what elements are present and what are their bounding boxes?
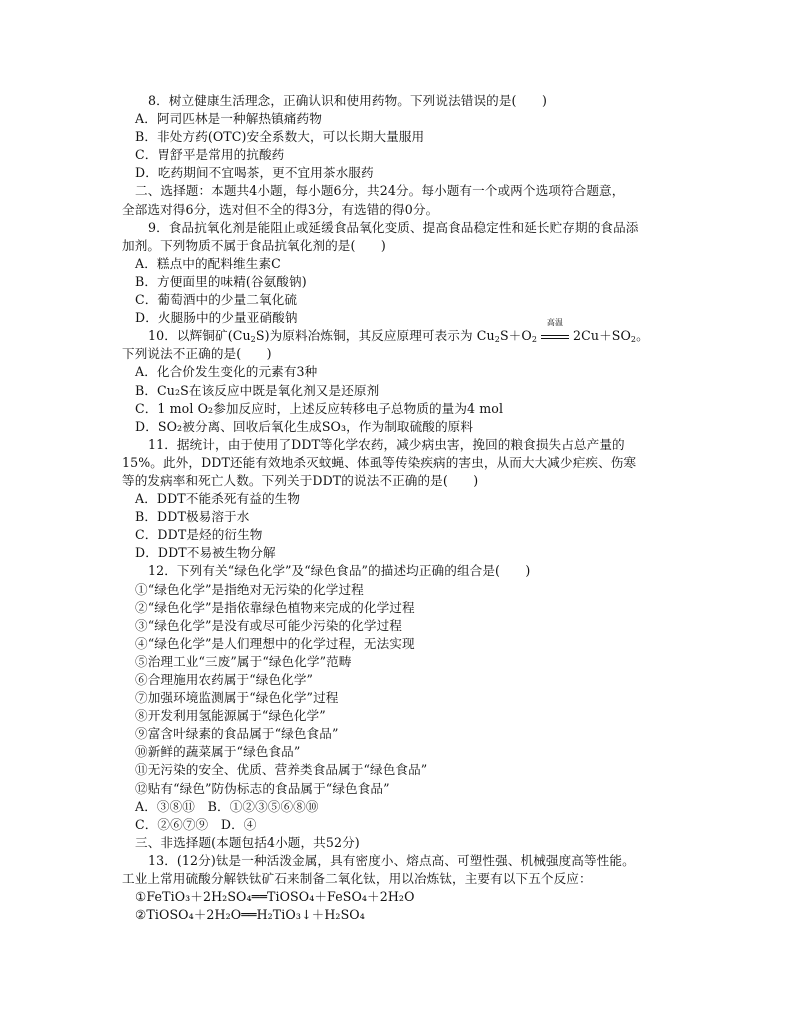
question-13-stem: 13．(12分)钛是一种活泼金属，具有密度小、熔点高、可塑性强、机械强度高等性能。 [148, 852, 635, 868]
statement-11: ⑪无污染的安全、优质、营养类食品属于“绿色食品” [135, 762, 428, 778]
option-10a: A．化合价发生变化的元素有3种 [135, 364, 318, 380]
question-11-stem-cont-2: 等的发病率和死亡人数。下列关于DDT的说法不正确的是( ) [122, 472, 479, 488]
q10-prefix: 10．以辉铜矿(Cu [148, 328, 251, 344]
q10-mid2: S＋O [499, 328, 532, 344]
section-3-heading: 三、非选择题(本题包括4小题，共52分) [135, 834, 360, 850]
reaction-2: ②TiOSO₄＋2H₂O══H₂TiO₃↓＋H₂SO₄ [135, 907, 365, 923]
document-page [122, 92, 678, 924]
option-9a: A．糕点中的配料维生素C [135, 255, 281, 271]
statement-4: ④“绿色化学”是人们理想中的化学过程，无法实现 [135, 635, 415, 651]
statement-5: ⑤治理工业“三废”属于“绿色化学”范畴 [135, 653, 352, 669]
option-10d: D．SO₂被分离、回收后氧化生成SO₃，作为制取硫酸的原料 [135, 418, 474, 434]
q10-mid: S)为原料冶炼铜，其反应原理可表示为 Cu [255, 328, 495, 344]
statement-1: ①“绿色化学”是指绝对无污染的化学过程 [135, 581, 364, 597]
options-12-cd: C．②⑥⑦⑨ D．④ [135, 816, 257, 832]
option-11a: A．DDT不能杀死有益的生物 [135, 491, 301, 507]
option-11b: B．DDT极易溶于水 [135, 509, 250, 525]
option-9b: B．方便面里的味精(谷氨酸钠) [135, 273, 307, 289]
question-10-stem-cont: 下列说法不正确的是( ) [122, 346, 272, 362]
options-12-ab: A．③⑧⑪ B．①②③⑤⑥⑧⑩ [135, 798, 319, 814]
option-10b: B．Cu₂S在该反应中既是氧化剂又是还原剂 [135, 382, 380, 398]
reaction-1: ①FeTiO₃＋2H₂SO₄══TiOSO₄＋FeSO₄＋2H₂O [135, 889, 415, 905]
q10-sub-4: 2 [630, 335, 637, 345]
question-13-stem-cont: 工业上常用硫酸分解铁钛矿石来制备二氧化钛，用以冶炼钛，主要有以下五个反应： [122, 871, 592, 887]
reaction-arrow [541, 318, 569, 345]
statement-6: ⑥合理施用农药属于“绿色化学” [135, 672, 314, 687]
statement-10: ⑩新鲜的蔬菜属于“绿色食品” [135, 744, 301, 760]
statement-7: ⑦加强环境监测属于“绿色化学”过程 [135, 690, 339, 706]
question-11-stem-cont-1: 15%。此外，DDT还能有效地杀灭蚊蝇、体虱等传染疾病的害虫，从而大大减少疟疾、伤寒 [122, 454, 637, 470]
reaction-condition: 高温 [546, 318, 564, 328]
question-11-stem: 11．据统计，由于使用了DDT等化学农药，减少病虫害，挽回的粮食损失占总产量的 [148, 436, 625, 452]
q10-sub-2: 2 [494, 335, 500, 345]
option-11c: C．DDT是烃的衍生物 [135, 527, 263, 543]
question-8-stem: 8．树立健康生活理念，正确认识和使用药物。下列说法错误的是( ) [148, 93, 547, 108]
option-9c: C．葡萄酒中的少量二氧化硫 [135, 292, 298, 308]
option-11d: D．DDT不易被生物分解 [135, 545, 276, 561]
option-8b: B．非处方药(OTC)安全系数大，可以长期大量服用 [135, 129, 425, 145]
option-9d: D．火腿肠中的少量亚硝酸钠 [135, 310, 298, 326]
option-8d: D．吃药期间不宜喝茶，更不宜用茶水服药 [135, 165, 374, 181]
option-10c: C．1 mol O₂参加反应时，上述反应转移电子总物质的量为4 mol [135, 400, 504, 416]
q10-end: 。 [636, 328, 649, 344]
statement-8: ⑧开发利用氢能源属于“绿色化学” [135, 708, 326, 724]
question-9-stem: 9．食品抗氧化剂是能阻止或延缓食品氧化变质、提高食品稳定性和延长贮存期的食品添 [148, 219, 639, 235]
q10-sub-3: 2 [531, 335, 538, 345]
question-9-stem-cont: 加剂。下列物质不属于食品抗氧化剂的是( ) [122, 237, 386, 253]
statement-9: ⑨富含叶绿素的食品属于“绿色食品” [135, 726, 339, 742]
statement-12: ⑫贴有“绿色”防伪标志的食品属于“绿色食品” [135, 780, 390, 796]
section-2-heading-cont: 全部选对得6分，选对但不全的得3分，有选错的得0分。 [122, 201, 439, 217]
q10-product: 2Cu＋SO [573, 328, 631, 344]
q10-sub-1: 2 [250, 335, 256, 345]
option-8a: A．阿司匹林是一种解热镇痛药物 [135, 111, 322, 127]
section-2-heading: 二、选择题：本题共4小题，每小题6分，共24分。每小题有一个或两个选项符合题意， [135, 183, 625, 199]
option-8c: C．胃舒平是常用的抗酸药 [135, 147, 285, 163]
statement-3: ③“绿色化学”是没有或尽可能少污染的化学过程 [135, 617, 402, 633]
question-12-stem: 12．下列有关“绿色化学”及“绿色食品”的描述均正确的组合是( ) [148, 563, 531, 579]
statement-2: ②“绿色化学”是指依靠绿色植物来完成的化学过程 [135, 599, 415, 615]
